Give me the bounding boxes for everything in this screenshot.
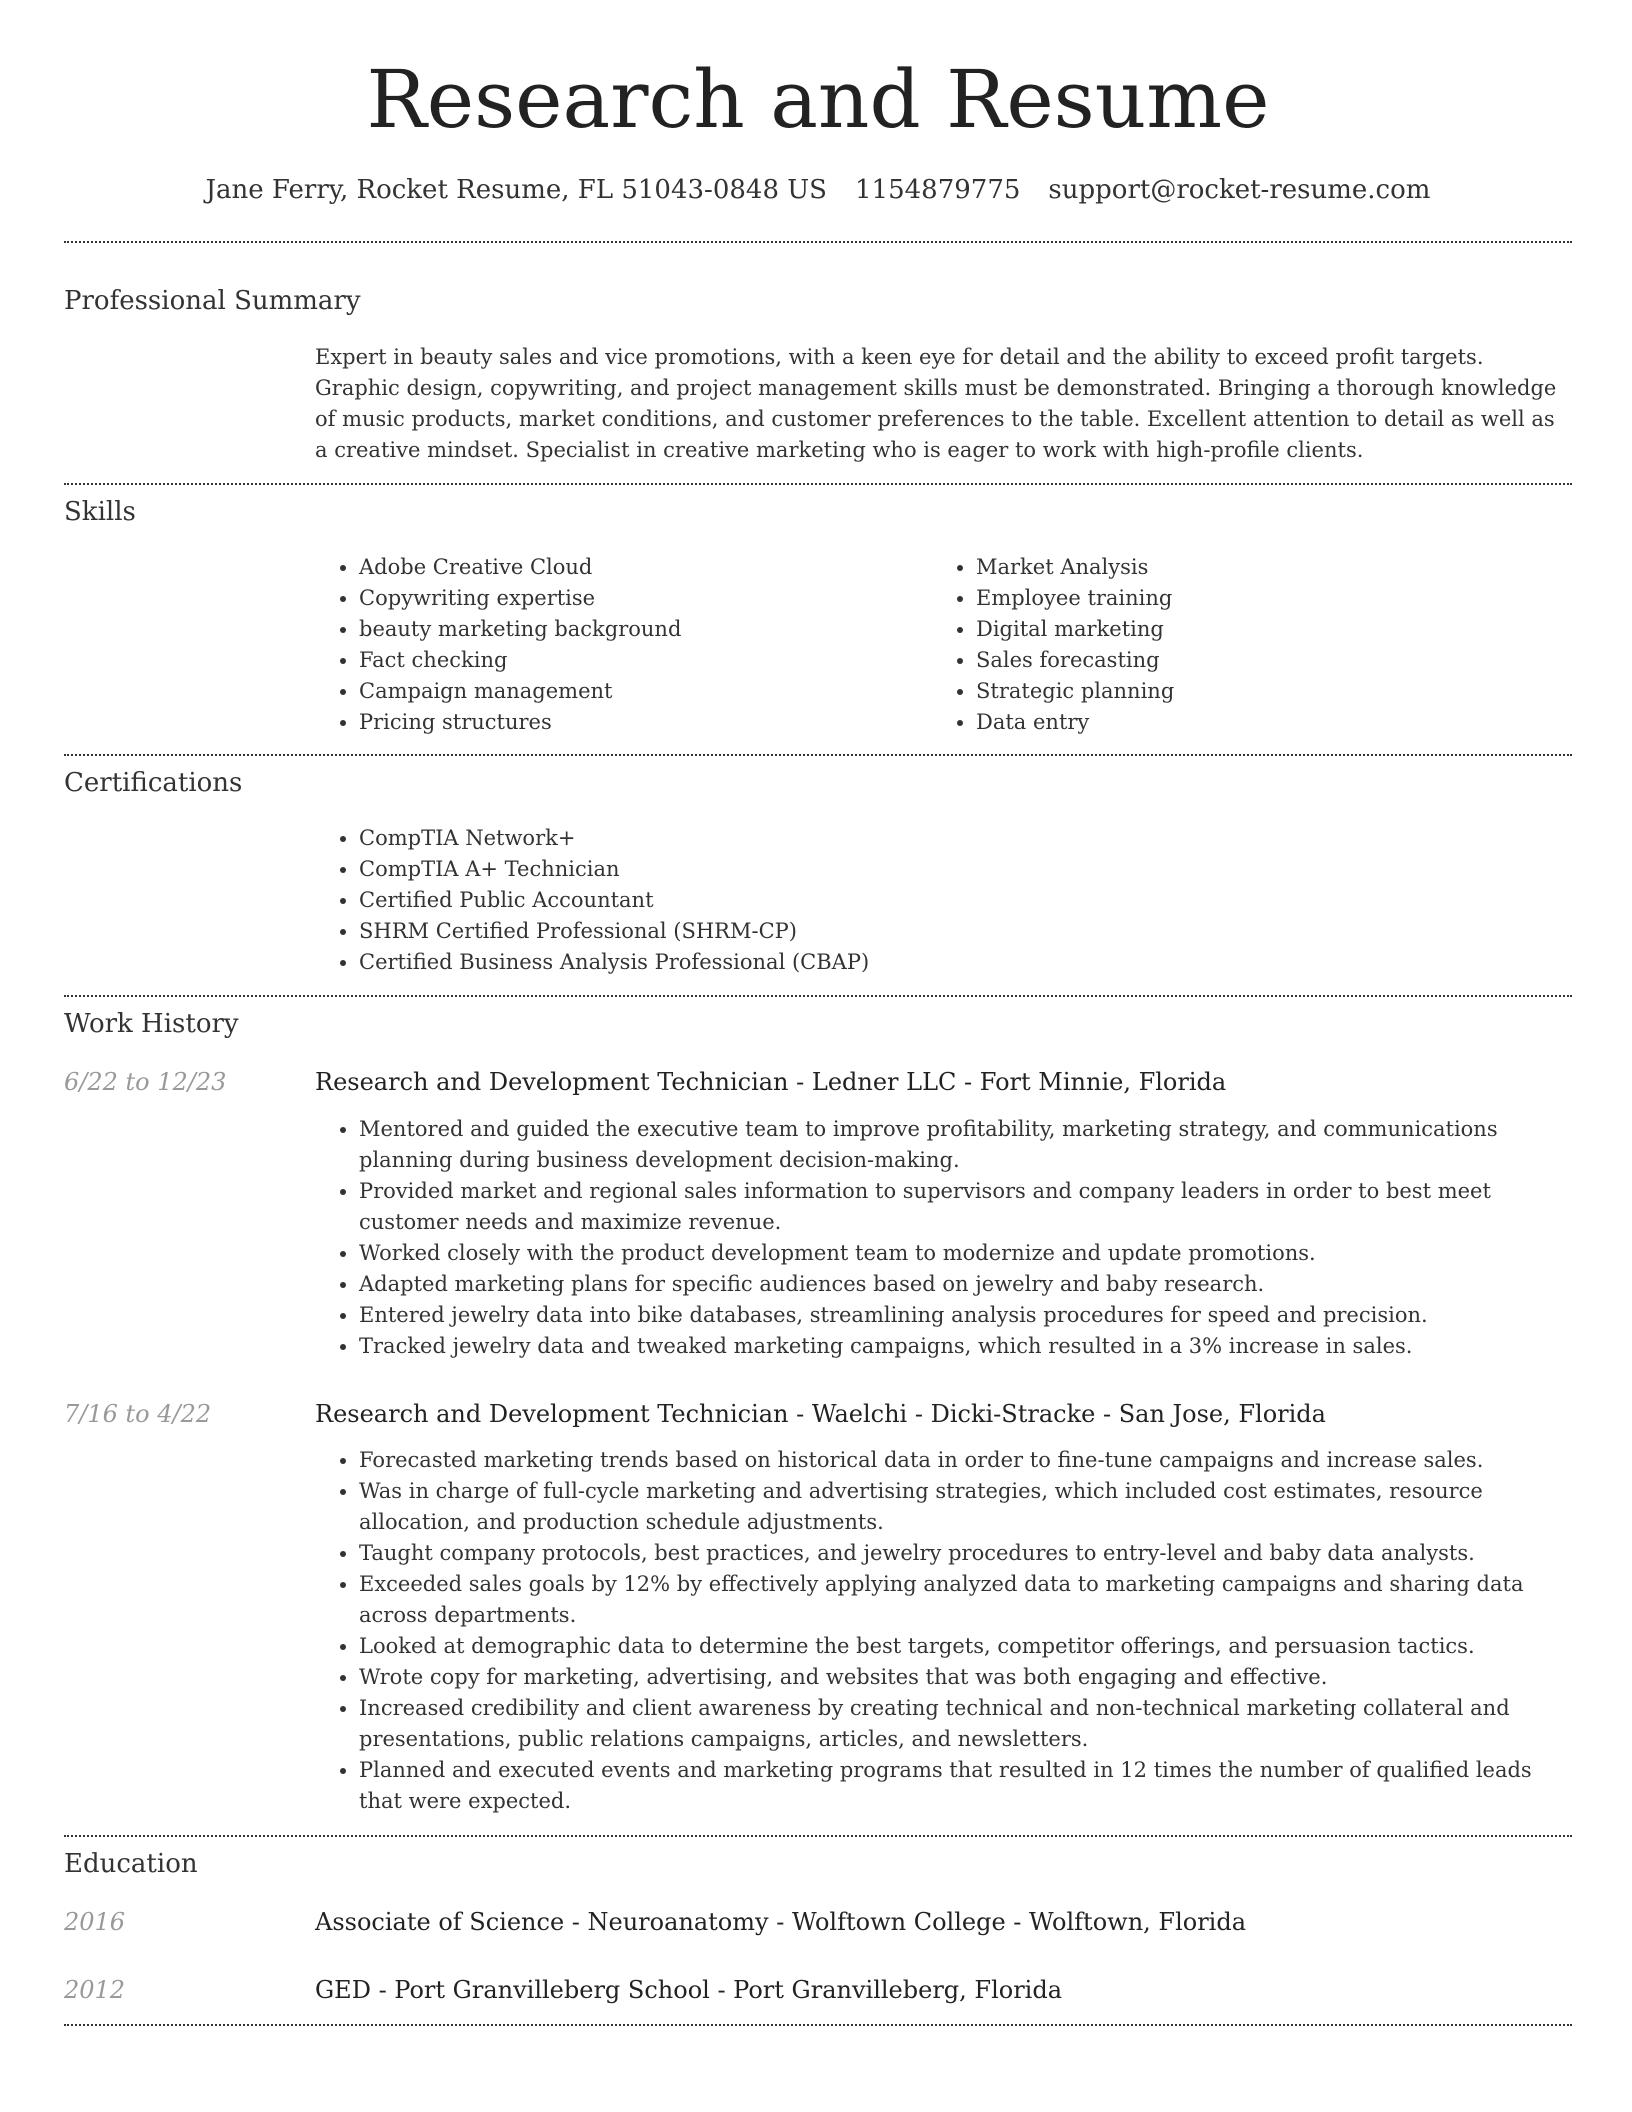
list-item: • Market Analysis (976, 552, 1572, 583)
list-item: • Copywriting expertise (359, 583, 929, 614)
education-year: 2012 (64, 1976, 126, 2004)
list-item: • Tracked jewelry data and tweaked marketing campaigns, which resulted in a 3% increase in sales. (359, 1331, 1572, 1362)
skills-list-left (315, 552, 929, 738)
education-entry: Associate of Science - Neuroanatomy - Wolftown College - Wolftown, Florida (315, 1908, 1247, 1936)
list-item: • Worked closely with the product development team to modernize and update promotions. (359, 1238, 1572, 1269)
list-item: • Increased credibility and client awareness by creating technical and non-technical marketing collateral and presentations, public relations campaigns, articles, and newsletters. (359, 1693, 1572, 1755)
list-item: • Data entry (976, 707, 1572, 738)
list-item: • Adapted marketing plans for specific audiences based on jewelry and baby research. (359, 1269, 1572, 1300)
list-item: • Employee training (976, 583, 1572, 614)
list-item: • Certified Public Accountant (359, 885, 1572, 916)
summary-text: Expert in beauty sales and vice promotions, with a keen eye for detail and the ability to exceed profit targets. Graphic design, copywriting, and project management skills must be demonstrated. Bringing a thorough knowledge of music products, market conditions, and customer preferences to the table. Excellent attention to detail as well as a creative mindset. Specialist in creative marketing who is eager to work with high-profile clients. (315, 345, 1557, 462)
list-item: • Sales forecasting (976, 645, 1572, 676)
divider (64, 241, 1572, 243)
divider (64, 995, 1572, 997)
skills-list-right (932, 552, 1572, 738)
education-year: 2016 (64, 1908, 126, 1936)
list-item: • CompTIA A+ Technician (359, 854, 1572, 885)
list-item: • Taught company protocols, best practices, and jewelry procedures to entry-level and baby data analysts. (359, 1538, 1572, 1569)
list-item: • Entered jewelry data into bike databases, streamlining analysis procedures for speed and precision. (359, 1300, 1572, 1331)
section-heading-skills: Skills (64, 497, 136, 527)
list-item: • Was in charge of full-cycle marketing and advertising strategies, which included cost estimates, resource allocation, and production schedule adjustments. (359, 1476, 1572, 1538)
list-item: • Strategic planning (976, 676, 1572, 707)
section-heading-summary: Professional Summary (64, 286, 361, 316)
divider (64, 754, 1572, 756)
list-item: • Planned and executed events and marketing programs that resulted in 12 times the number of qualified leads that were expected. (359, 1755, 1572, 1817)
job-dates: 7/16 to 4/22 (64, 1400, 212, 1428)
list-item: • Campaign management (359, 676, 929, 707)
contact-line (64, 170, 1572, 210)
job-bullets (315, 1445, 1572, 1817)
resume-title: Research and Resume (366, 53, 1270, 146)
certifications-list (315, 823, 1572, 978)
divider (64, 1835, 1572, 1837)
list-item: • CompTIA Network+ (359, 823, 1572, 854)
contact-address: Jane Ferry, Rocket Resume, FL 51043-0848 US (205, 175, 827, 205)
list-item: • Adobe Creative Cloud (359, 552, 929, 583)
divider (64, 483, 1572, 485)
list-item: • Exceeded sales goals by 12% by effectively applying analyzed data to marketing campaigns and sharing data across departments. (359, 1569, 1572, 1631)
list-item: • Pricing structures (359, 707, 929, 738)
job-bullets (315, 1114, 1572, 1362)
list-item: • Forecasted marketing trends based on historical data in order to fine-tune campaigns and increase sales. (359, 1445, 1572, 1476)
section-heading-certifications: Certifications (64, 768, 243, 798)
list-item: • Fact checking (359, 645, 929, 676)
list-item: • SHRM Certified Professional (SHRM-CP) (359, 916, 1572, 947)
list-item: • Digital marketing (976, 614, 1572, 645)
job-title: Research and Development Technician - Waelchi - Dicki-Stracke - San Jose, Florida (315, 1400, 1326, 1428)
contact-email[interactable]: support@rocket-resume.com (1048, 175, 1431, 205)
section-heading-education: Education (64, 1849, 198, 1879)
list-item: • Looked at demographic data to determine the best targets, competitor offerings, and persuasion tactics. (359, 1631, 1572, 1662)
list-item: • Provided market and regional sales information to supervisors and company leaders in order to best meet customer needs and maximize revenue. (359, 1176, 1572, 1238)
contact-phone: 1154879775 (855, 175, 1021, 205)
section-heading-work: Work History (64, 1009, 239, 1039)
list-item: • Certified Business Analysis Professional (CBAP) (359, 947, 1572, 978)
job-title: Research and Development Technician - Ledner LLC - Fort Minnie, Florida (315, 1068, 1227, 1096)
list-item: • Wrote copy for marketing, advertising, and websites that was both engaging and effective. (359, 1662, 1572, 1693)
education-entry: GED - Port Granvilleberg School - Port Granvilleberg, Florida (315, 1976, 1063, 2004)
list-item: • beauty marketing background (359, 614, 929, 645)
job-dates: 6/22 to 12/23 (64, 1068, 227, 1096)
divider (64, 2024, 1572, 2026)
list-item: • Mentored and guided the executive team to improve profitability, marketing strategy, and communications planning during business development decision-making. (359, 1114, 1572, 1176)
